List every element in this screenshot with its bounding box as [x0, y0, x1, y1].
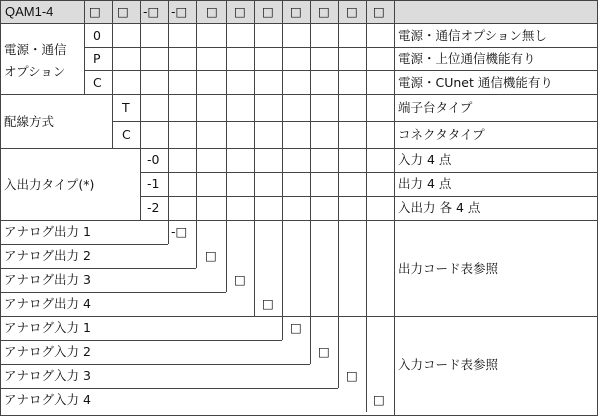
analog-out-3-code: □: [234, 272, 246, 287]
wiring-code-c: C: [122, 127, 131, 142]
power-comm-label-2: オプション: [4, 64, 66, 79]
wiring-desc-c: コネクタタイプ: [398, 127, 485, 142]
power-comm-code-0: 0: [93, 28, 101, 43]
model-code: QAM1-4: [5, 4, 54, 19]
slot-8: □: [290, 4, 302, 19]
io-type-desc-1: 出力 4 点: [398, 176, 452, 191]
slot-6: □: [234, 4, 246, 19]
io-type-code-0: -0: [147, 152, 160, 167]
slot-9: □: [318, 4, 330, 19]
io-type-label: 入出力タイプ(*): [4, 177, 95, 192]
power-comm-desc-0: 電源・通信オプション無し: [398, 28, 547, 43]
analog-in-1-label: アナログ入力 1: [4, 320, 91, 335]
analog-in-2-code: □: [318, 344, 330, 359]
slot-5: □: [206, 4, 218, 19]
analog-in-2-label: アナログ入力 2: [4, 344, 91, 359]
wiring-label: 配線方式: [4, 114, 55, 129]
analog-in-3-code: □: [346, 368, 358, 383]
io-type-code-2: -2: [147, 200, 160, 215]
slot-11: □: [373, 4, 385, 19]
power-comm-desc-c: 電源・CUnet 通信機能有り: [398, 75, 553, 90]
analog-out-3-label: アナログ出力 3: [4, 272, 91, 287]
slot-7: □: [262, 4, 274, 19]
slot-1: □: [89, 4, 101, 19]
slot-3: -□: [143, 4, 160, 19]
slot-10: □: [346, 4, 358, 19]
analog-in-3-label: アナログ入力 3: [4, 368, 91, 383]
slot-2: □: [117, 4, 129, 19]
power-comm-code-c: C: [93, 75, 102, 90]
analog-out-4-label: アナログ出力 4: [4, 296, 91, 311]
power-comm-desc-p: 電源・上位通信機能有り: [398, 51, 536, 66]
analog-in-note: 入力コード表参照: [398, 357, 499, 372]
analog-out-2-code: □: [205, 248, 217, 263]
io-type-desc-2: 入出力 各 4 点: [398, 200, 481, 215]
analog-in-4-label: アナログ入力 4: [4, 392, 91, 407]
power-comm-code-p: P: [93, 51, 101, 66]
analog-out-4-code: □: [262, 296, 274, 311]
power-comm-label-1: 電源・通信: [4, 42, 67, 57]
analog-out-1-code: -□: [171, 224, 188, 239]
analog-out-1-label: アナログ出力 1: [4, 224, 91, 239]
slot-4: -□: [171, 4, 188, 19]
io-type-code-1: -1: [147, 176, 160, 191]
analog-out-note: 出力コード表参照: [398, 261, 499, 276]
analog-in-1-code: □: [290, 320, 302, 335]
analog-in-4-code: □: [373, 392, 385, 407]
wiring-code-t: T: [122, 100, 130, 115]
wiring-desc-t: 端子台タイプ: [398, 100, 473, 115]
analog-out-2-label: アナログ出力 2: [4, 248, 91, 263]
io-type-desc-0: 入力 4 点: [398, 152, 452, 167]
